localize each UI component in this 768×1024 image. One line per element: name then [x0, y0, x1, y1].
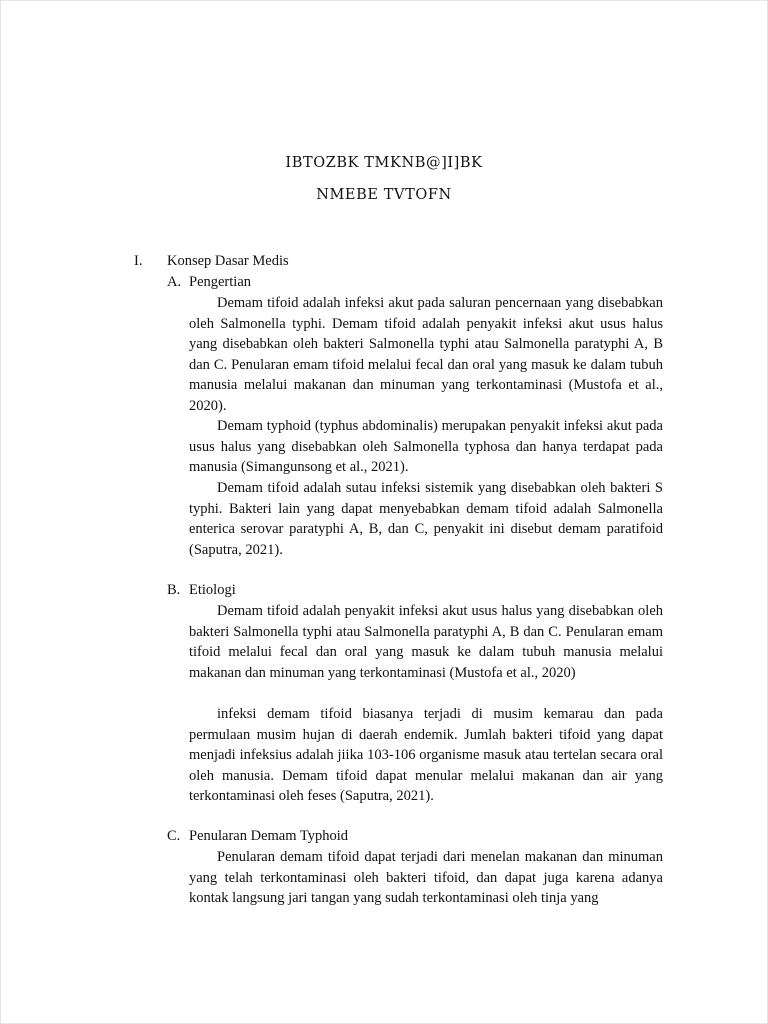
document-title-line-2: NMEBE TVTOFN: [316, 187, 452, 203]
subsection-b-heading: Etiologi: [189, 582, 236, 598]
subsection-a-letter: A.: [167, 274, 182, 290]
paragraph-b-2: infeksi demam tifoid biasanya terjadi di musim kemarau dan pada permulaan musim hujan di daerah endemik. Jumlah bakteri tifoid yang dapat menjadi infeksius adalah jiika 103-106 organisme masuk atau tertelan secara oral oleh manusia. Demam tifoid dapat menular melalui makanan dan air yang terkontaminasi oleh feses (Saputra, 2021).: [189, 706, 663, 805]
paragraph-b-1: Demam tifoid adalah penyakit infeksi akut usus halus yang disebabkan oleh bakteri Salmonella typhi atau Salmonella paratyphi A, B dan C. Penularan emam tifoid melalui fecal dan oral yang masuk ke dalam tubuh manusia melalui makanan dan minuman yang terkontaminasi (Mustofa et al., 2020): [189, 603, 663, 681]
subsection-c-heading: Penularan Demam Typhoid: [189, 828, 348, 844]
document-title-line-1: IBTOZBK TMKNB@]I]BK: [285, 155, 483, 171]
paragraph-a-1: Demam tifoid adalah infeksi akut pada saluran pencernaan yang disebabkan oleh Salmonella typhi. Demam tifoid adalah penyakit infeksi akut usus halus yang disebabkan oleh bakteri Salmonella typhi atau Salmonella paratyphi A, B dan C. Penularan emam tifoid melalui fecal dan oral yang masuk ke dalam tubuh manusia melalui makanan dan minuman yang terkontaminasi (Mustofa et al., 2020).: [189, 295, 663, 414]
section-number: I.: [134, 253, 143, 269]
subsection-b-letter: B.: [167, 582, 181, 598]
paragraph-a-2: Demam typhoid (typhus abdominalis) merupakan penyakit infeksi akut pada usus halus yang disebabkan oleh Salmonella typhosa dan hanya terdapat pada manusia (Simangunsong et al., 2021).: [189, 418, 663, 476]
subsection-c-letter: C.: [167, 828, 181, 844]
paragraph-a-3: Demam tifoid adalah sutau infeksi sistemik yang disebabkan oleh bakteri S typhi. Bakteri lain yang dapat menyebabkan demam tifoid adalah Salmonella enterica serovar paratyphi A, B, dan C, penyakit ini disebut demam paratifoid (Saputra, 2021).: [189, 480, 663, 558]
section-heading: Konsep Dasar Medis: [167, 253, 289, 269]
paragraph-c-1: Penularan demam tifoid dapat terjadi dari menelan makanan dan minuman yang telah terkontaminasi oleh bakteri tifoid, dan dapat juga karena adanya kontak langsung jari tangan yang sudah terkontaminasi oleh tinja yang: [189, 849, 663, 907]
subsection-a-heading: Pengertian: [189, 274, 252, 290]
